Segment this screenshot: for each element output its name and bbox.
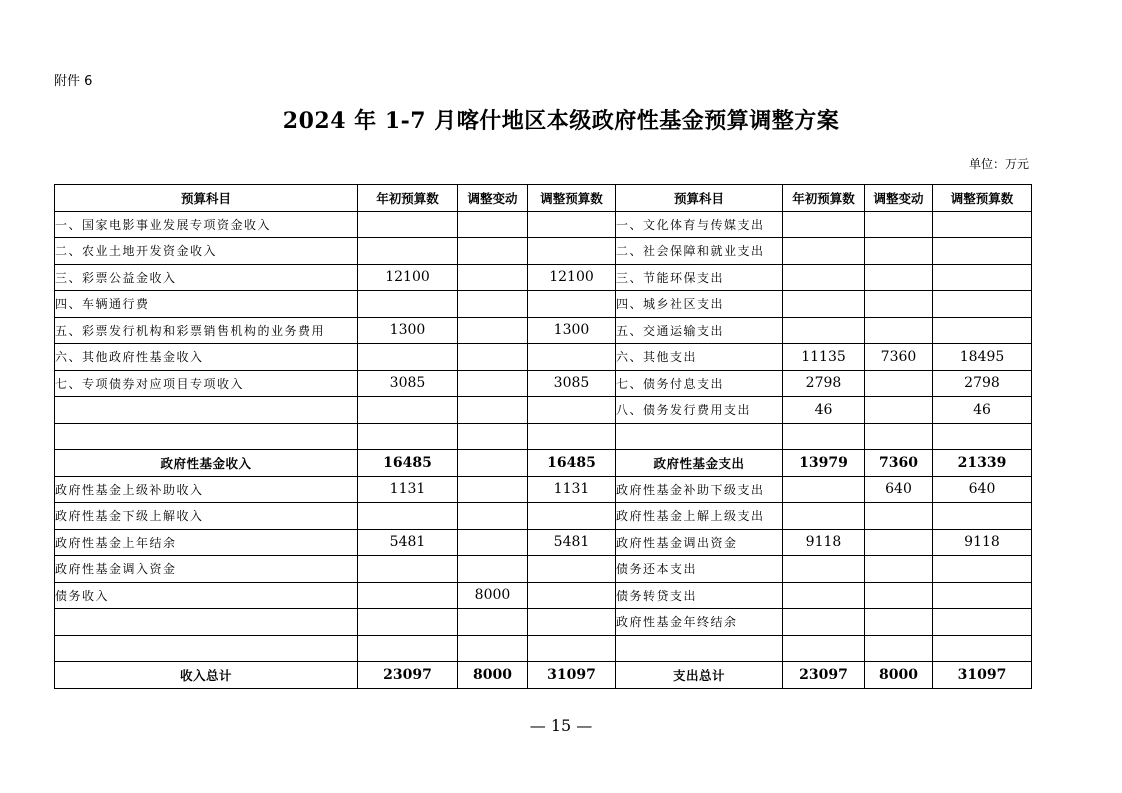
cell-income-adjusted [528, 556, 616, 583]
cell-expense-subject: 政府性基金调出资金 [616, 529, 783, 556]
cell-expense-change [865, 238, 933, 265]
header-income-subject: 预算科目 [55, 185, 358, 212]
cell-expense-subject: 八、债务发行费用支出 [616, 397, 783, 424]
cell-expense-adjusted: 18495 [933, 344, 1032, 371]
cell-income-adjusted: 1131 [528, 476, 616, 503]
cell-expense-initial: 23097 [783, 662, 865, 689]
table-row [55, 370, 1032, 397]
cell-expense-initial [783, 264, 865, 291]
cell-expense-subject: 六、其他支出 [616, 344, 783, 371]
cell-expense-change [865, 556, 933, 583]
cell-expense-adjusted [933, 291, 1032, 318]
cell-expense-change [865, 582, 933, 609]
cell-expense-subject: 一、文化体育与传媒支出 [616, 211, 783, 238]
cell-expense-initial: 2798 [783, 370, 865, 397]
cell-expense-adjusted [933, 264, 1032, 291]
cell-expense-initial [783, 211, 865, 238]
cell-expense-subject: 政府性基金补助下级支出 [616, 476, 783, 503]
cell-expense-subject: 政府性基金年终结余 [616, 609, 783, 636]
cell-income-change [458, 476, 528, 503]
cell-income-initial [358, 344, 458, 371]
cell-expense-adjusted [933, 503, 1032, 530]
table-row [55, 635, 1032, 662]
cell-expense-change: 7360 [865, 344, 933, 371]
cell-income-initial: 1300 [358, 317, 458, 344]
cell-expense-adjusted [933, 423, 1032, 450]
cell-expense-subject: 四、城乡社区支出 [616, 291, 783, 318]
cell-expense-subject: 二、社会保障和就业支出 [616, 238, 783, 265]
cell-income-initial: 23097 [358, 662, 458, 689]
page-title: 2024 年 1-7 月喀什地区本级政府性基金预算调整方案 [282, 108, 840, 134]
header-income-change: 调整变动 [458, 185, 528, 212]
cell-expense-subject: 七、债务付息支出 [616, 370, 783, 397]
cell-income-subject: 政府性基金上级补助收入 [55, 476, 358, 503]
cell-income-initial: 12100 [358, 264, 458, 291]
cell-expense-initial: 13979 [783, 450, 865, 477]
cell-income-subject: 五、彩票发行机构和彩票销售机构的业务费用 [55, 317, 358, 344]
cell-expense-initial [783, 476, 865, 503]
cell-income-change [458, 609, 528, 636]
table-row [55, 662, 1032, 689]
unit-label: 单位：万元 [968, 157, 1029, 171]
cell-income-subject: 一、国家电影事业发展专项资金收入 [55, 211, 358, 238]
cell-income-initial [358, 556, 458, 583]
cell-expense-subject: 政府性基金支出 [616, 450, 783, 477]
cell-income-subject: 七、专项债券对应项目专项收入 [55, 370, 358, 397]
cell-expense-initial [783, 556, 865, 583]
cell-income-initial: 3085 [358, 370, 458, 397]
cell-income-subject: 六、其他政府性基金收入 [55, 344, 358, 371]
cell-income-change [458, 529, 528, 556]
table-row [55, 529, 1032, 556]
cell-expense-change [865, 291, 933, 318]
table-row [55, 450, 1032, 477]
header-income-initial: 年初预算数 [358, 185, 458, 212]
cell-expense-adjusted [933, 556, 1032, 583]
cell-expense-subject [616, 635, 783, 662]
table-row [55, 211, 1032, 238]
cell-income-adjusted: 31097 [528, 662, 616, 689]
header-income-adjusted: 调整预算数 [528, 185, 616, 212]
cell-income-initial [358, 635, 458, 662]
cell-income-adjusted [528, 211, 616, 238]
cell-income-subject: 收入总计 [55, 662, 358, 689]
table-row [55, 556, 1032, 583]
cell-income-change [458, 370, 528, 397]
cell-income-subject: 债务收入 [55, 582, 358, 609]
cell-expense-adjusted [933, 238, 1032, 265]
table-row [55, 503, 1032, 530]
cell-expense-adjusted [933, 211, 1032, 238]
table-header-row [55, 185, 1032, 212]
cell-income-subject [55, 397, 358, 424]
cell-expense-change [865, 397, 933, 424]
cell-expense-subject: 支出总计 [616, 662, 783, 689]
cell-income-subject: 政府性基金收入 [55, 450, 358, 477]
cell-expense-change [865, 370, 933, 397]
cell-expense-change: 7360 [865, 450, 933, 477]
header-expense-initial: 年初预算数 [783, 185, 865, 212]
cell-income-change [458, 291, 528, 318]
table-row [55, 582, 1032, 609]
cell-income-change: 8000 [458, 662, 528, 689]
cell-income-subject: 二、农业土地开发资金收入 [55, 238, 358, 265]
cell-income-adjusted [528, 397, 616, 424]
cell-income-adjusted: 12100 [528, 264, 616, 291]
cell-income-subject: 三、彩票公益金收入 [55, 264, 358, 291]
cell-income-change [458, 211, 528, 238]
cell-income-adjusted [528, 344, 616, 371]
cell-expense-change: 8000 [865, 662, 933, 689]
cell-expense-change [865, 423, 933, 450]
cell-income-initial [358, 291, 458, 318]
cell-income-change [458, 503, 528, 530]
cell-income-change: 8000 [458, 582, 528, 609]
cell-income-subject [55, 609, 358, 636]
cell-income-change [458, 423, 528, 450]
cell-expense-subject: 政府性基金上解上级支出 [616, 503, 783, 530]
attachment-label: 附件 6 [54, 74, 93, 89]
cell-expense-adjusted [933, 635, 1032, 662]
cell-expense-change: 640 [865, 476, 933, 503]
cell-income-subject [55, 635, 358, 662]
cell-income-initial [358, 503, 458, 530]
cell-expense-adjusted [933, 609, 1032, 636]
cell-expense-adjusted: 21339 [933, 450, 1032, 477]
cell-income-change [458, 264, 528, 291]
cell-income-adjusted [528, 238, 616, 265]
cell-income-initial [358, 397, 458, 424]
cell-expense-subject: 五、交通运输支出 [616, 317, 783, 344]
cell-income-change [458, 450, 528, 477]
cell-income-adjusted: 5481 [528, 529, 616, 556]
header-expense-adjusted: 调整预算数 [933, 185, 1032, 212]
cell-expense-initial: 11135 [783, 344, 865, 371]
cell-expense-initial: 9118 [783, 529, 865, 556]
cell-expense-subject: 债务转贷支出 [616, 582, 783, 609]
page-number: — 15 — [529, 716, 593, 735]
cell-income-change [458, 317, 528, 344]
cell-income-initial [358, 238, 458, 265]
cell-expense-adjusted: 640 [933, 476, 1032, 503]
table-row [55, 264, 1032, 291]
cell-expense-initial: 46 [783, 397, 865, 424]
cell-expense-adjusted: 46 [933, 397, 1032, 424]
cell-expense-initial [783, 503, 865, 530]
cell-expense-initial [783, 635, 865, 662]
cell-income-initial [358, 609, 458, 636]
cell-expense-adjusted: 2798 [933, 370, 1032, 397]
cell-expense-initial [783, 423, 865, 450]
header-expense-change: 调整变动 [865, 185, 933, 212]
table-row [55, 291, 1032, 318]
cell-expense-change [865, 503, 933, 530]
cell-income-adjusted: 1300 [528, 317, 616, 344]
cell-income-adjusted [528, 635, 616, 662]
cell-expense-initial [783, 317, 865, 344]
cell-income-subject: 四、车辆通行费 [55, 291, 358, 318]
cell-expense-subject [616, 423, 783, 450]
table-row [55, 397, 1032, 424]
table-row [55, 238, 1032, 265]
table-row [55, 344, 1032, 371]
cell-income-initial [358, 423, 458, 450]
cell-income-subject: 政府性基金调入资金 [55, 556, 358, 583]
cell-expense-initial [783, 291, 865, 318]
cell-expense-adjusted [933, 317, 1032, 344]
cell-income-change [458, 344, 528, 371]
cell-income-subject: 政府性基金上年结余 [55, 529, 358, 556]
cell-expense-adjusted: 31097 [933, 662, 1032, 689]
budget-table [54, 184, 1032, 689]
cell-income-adjusted [528, 609, 616, 636]
cell-expense-initial [783, 582, 865, 609]
cell-income-adjusted [528, 503, 616, 530]
cell-expense-initial [783, 609, 865, 636]
cell-income-change [458, 635, 528, 662]
cell-expense-change [865, 211, 933, 238]
cell-expense-subject: 三、节能环保支出 [616, 264, 783, 291]
cell-income-adjusted: 16485 [528, 450, 616, 477]
cell-expense-change [865, 317, 933, 344]
cell-expense-adjusted [933, 582, 1032, 609]
cell-income-adjusted [528, 582, 616, 609]
cell-expense-initial [783, 238, 865, 265]
cell-expense-change [865, 609, 933, 636]
cell-expense-subject: 债务还本支出 [616, 556, 783, 583]
cell-income-change [458, 397, 528, 424]
header-expense-subject: 预算科目 [616, 185, 783, 212]
cell-income-initial: 1131 [358, 476, 458, 503]
cell-income-initial: 5481 [358, 529, 458, 556]
table-row [55, 476, 1032, 503]
cell-income-initial [358, 582, 458, 609]
cell-income-adjusted [528, 423, 616, 450]
cell-income-subject: 政府性基金下级上解收入 [55, 503, 358, 530]
cell-income-subject [55, 423, 358, 450]
cell-expense-change [865, 264, 933, 291]
cell-income-adjusted: 3085 [528, 370, 616, 397]
cell-expense-change [865, 635, 933, 662]
table-row [55, 317, 1032, 344]
cell-expense-adjusted: 9118 [933, 529, 1032, 556]
cell-income-initial [358, 211, 458, 238]
cell-income-change [458, 556, 528, 583]
cell-income-initial: 16485 [358, 450, 458, 477]
cell-income-change [458, 238, 528, 265]
table-row [55, 609, 1032, 636]
cell-income-adjusted [528, 291, 616, 318]
table-row [55, 423, 1032, 450]
cell-expense-change [865, 529, 933, 556]
